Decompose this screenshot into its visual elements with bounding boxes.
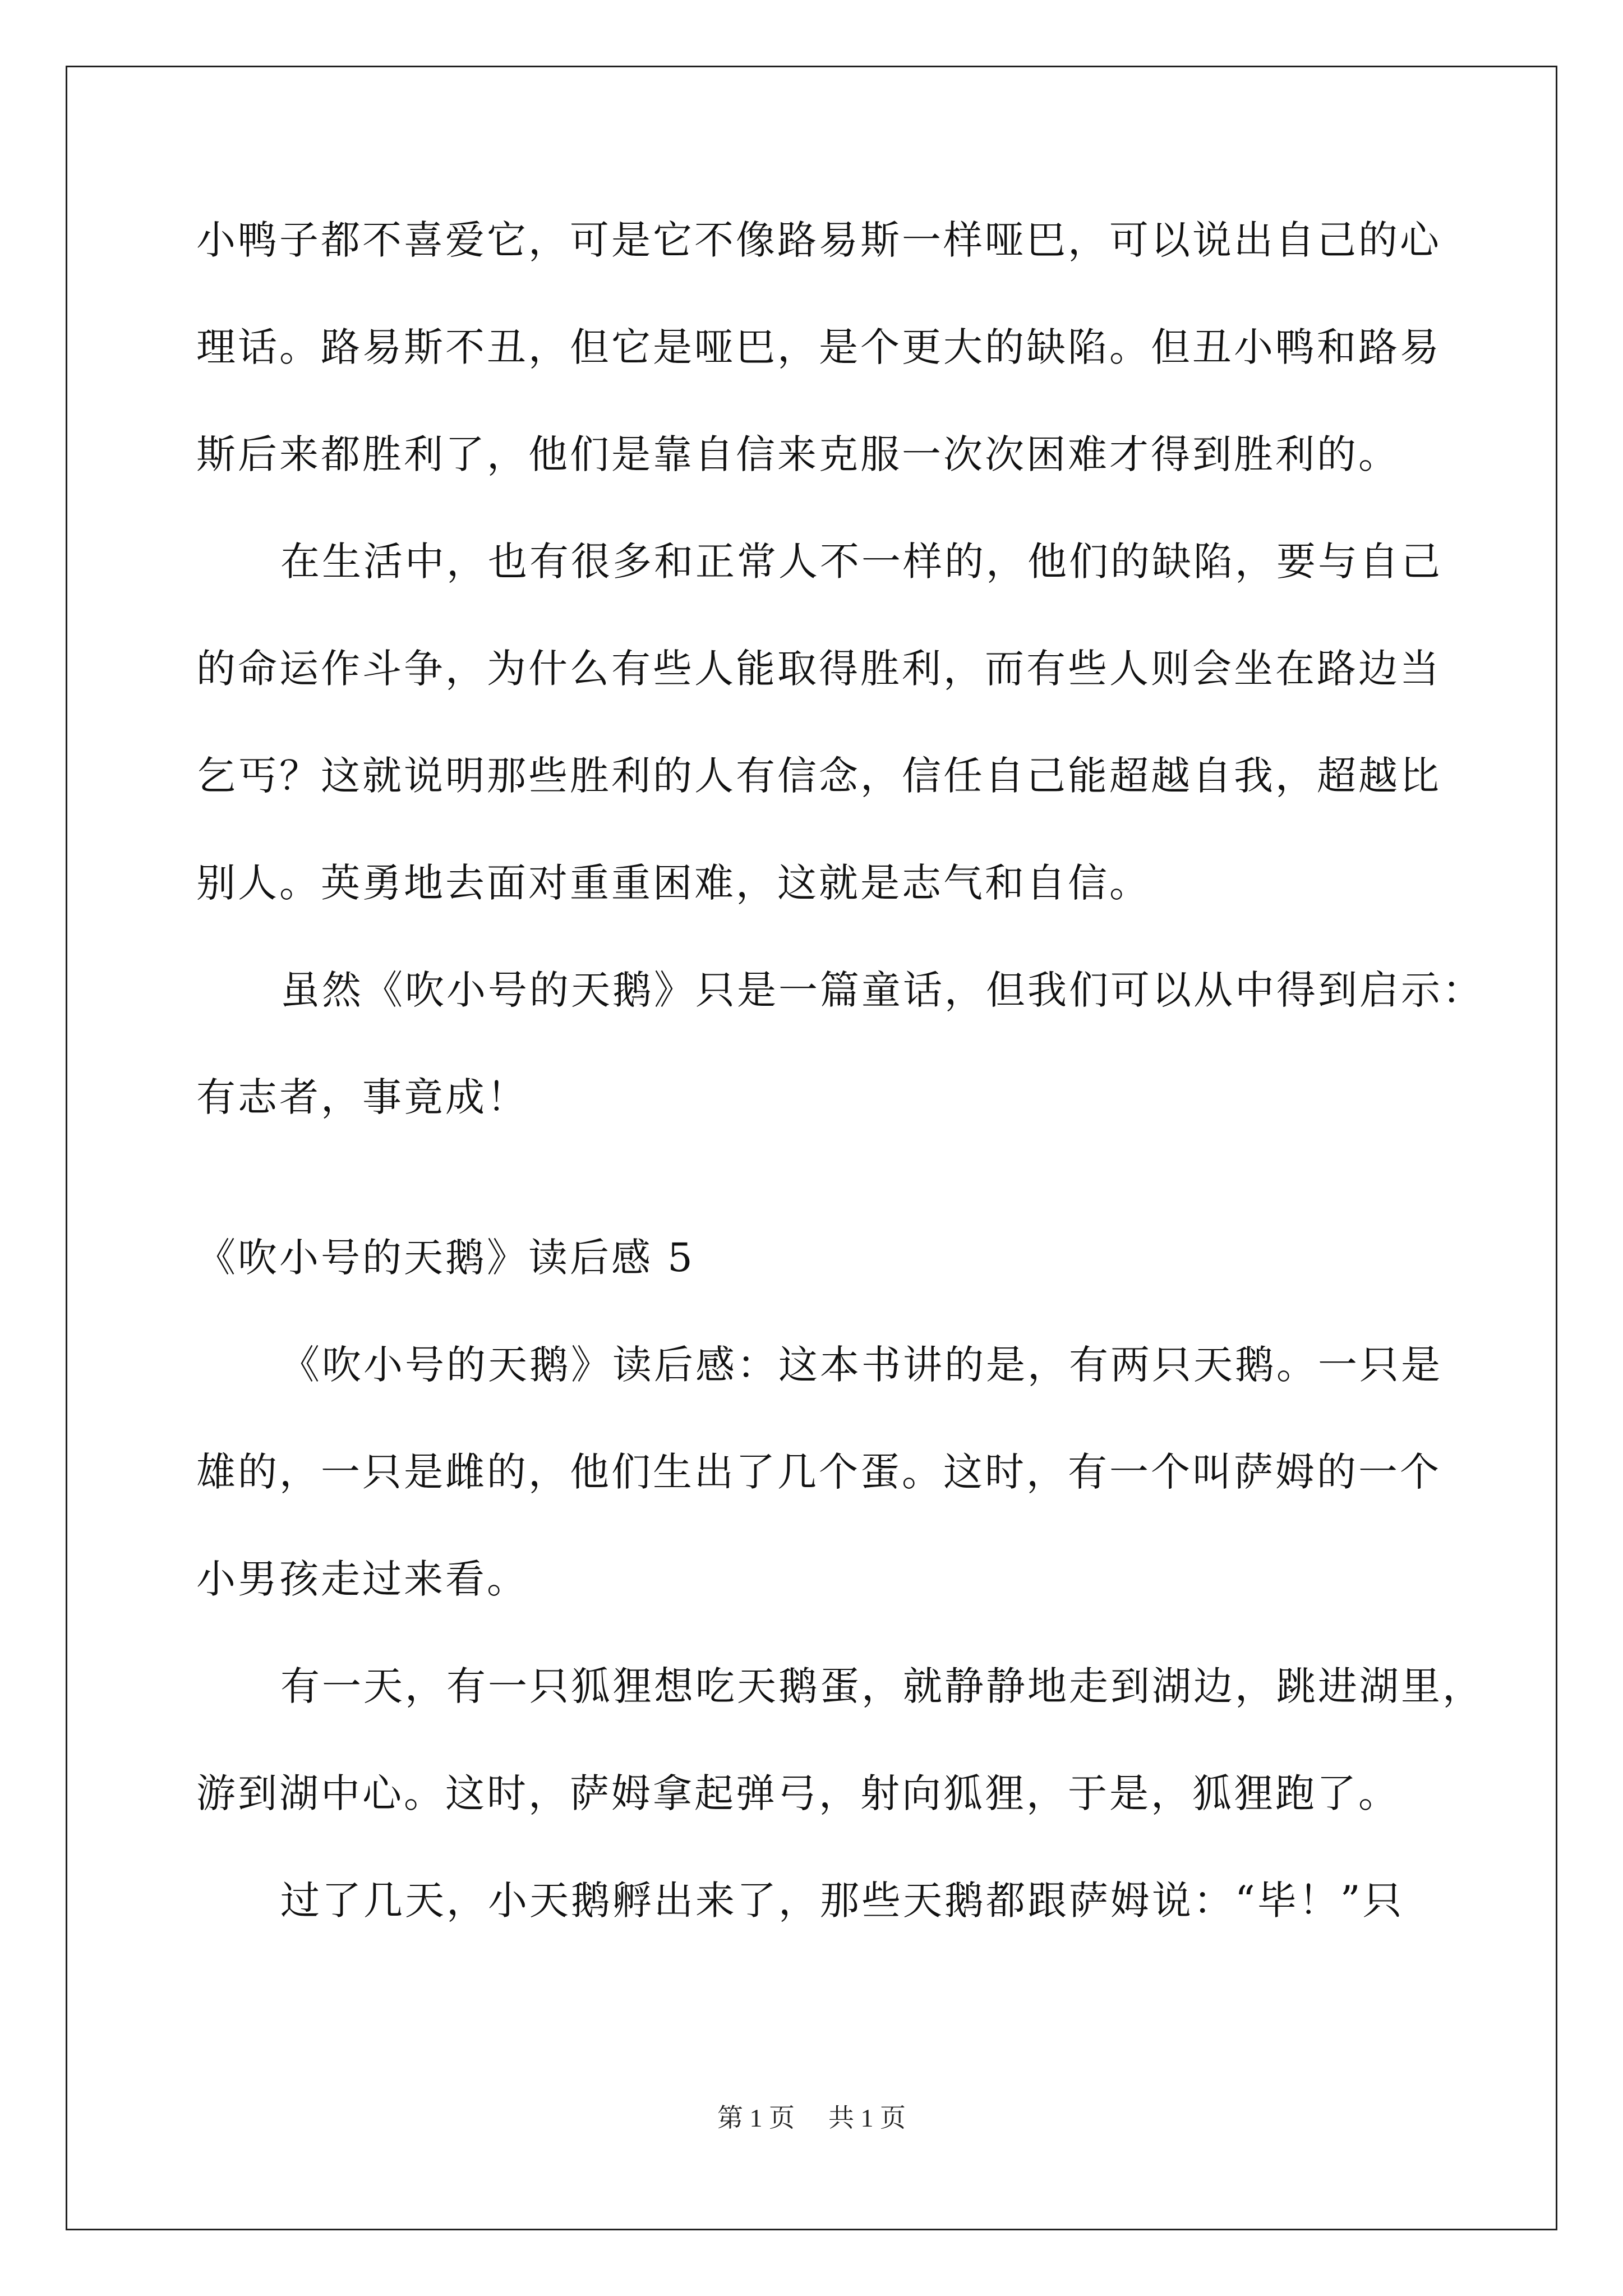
paragraph-start: 有一天，有一只狐狸想吃天鹅蛋，就静静地走到湖边，跳进湖里， (280, 1663, 1484, 1709)
text-line: 别人。英勇地去面对重重困难，这就是志气和自信。 (196, 860, 1151, 906)
text-line: 小男孩走过来看。 (196, 1556, 528, 1602)
page-footer (0, 2101, 1623, 2135)
text-line: 雄的，一只是雌的，他们生出了几个蛋。这时，有一个叫萨姆的一个 (196, 1449, 1441, 1495)
paragraph-start: 在生活中，也有很多和正常人不一样的，他们的缺陷，要与自己 (280, 539, 1442, 585)
text-line: 游到湖中心。这时，萨姆拿起弹弓，射向狐狸，于是，狐狸跑了。 (196, 1770, 1400, 1816)
page-total: 共 1 页 (828, 2104, 906, 2132)
text-line: 小鸭子都不喜爱它，可是它不像路易斯一样哑巴，可以说出自己的心 (196, 217, 1441, 263)
text-line: 理话。路易斯不丑，但它是哑巴，是个更大的缺陷。但丑小鸭和路易 (196, 324, 1441, 370)
paragraph-start: 《吹小号的天鹅》读后感：这本书讲的是，有两只天鹅。一只是 (280, 1342, 1442, 1388)
page-number: 第 1 页 (717, 2104, 795, 2132)
text-line: 有志者，事竟成！ (196, 1074, 528, 1120)
document-body (196, 213, 1484, 1981)
text-line: 乞丐？这就说明那些胜利的人有信念，信任自己能超越自我，超越比 (196, 753, 1441, 799)
text-line: 的命运作斗争，为什么有些人能取得胜利，而有些人则会坐在路边当 (196, 646, 1441, 692)
paragraph-start: 过了几天，小天鹅孵出来了，那些天鹅都跟萨姆说：“毕！”只 (280, 1878, 1404, 1924)
text-line: 斯后来都胜利了，他们是靠自信来克服一次次困难才得到胜利的。 (196, 431, 1400, 477)
section-heading: 《吹小号的天鹅》读后感 5 (196, 1235, 695, 1281)
paragraph-start: 虽然《吹小号的天鹅》只是一篇童话，但我们可以从中得到启示： (280, 967, 1484, 1013)
